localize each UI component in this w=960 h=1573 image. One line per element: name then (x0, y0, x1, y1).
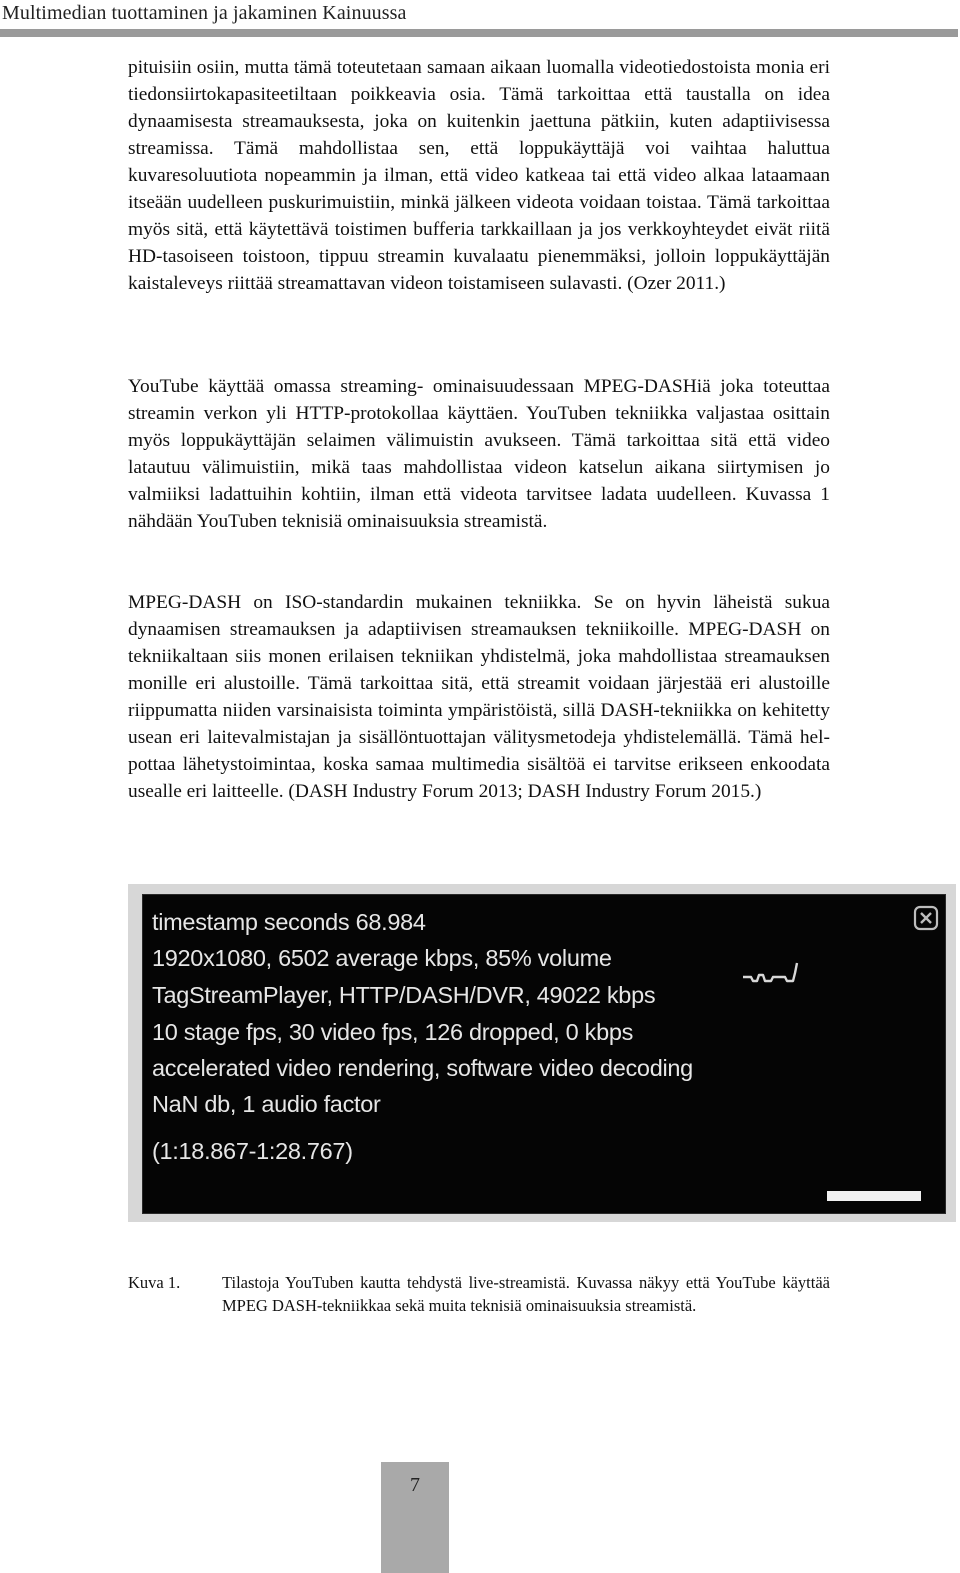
figure-screenshot (128, 884, 956, 1222)
paragraph-text: pituisiin osiin, mutta tämä toteutetaan samaan aikaan luomalla videotiedostoista monia eri tiedonsiirtokapasiteetiltaan poikkeavia osia. Tämä tarkoittaa että taustalla on idea dynaamisesta streamauksesta, joka on kuitenkin jaettuna pätkiin, kuten adaptiivisessa streamissa. Tämä mahdollistaa sen, että loppukäyttäjä voi vaihtaa haluttua kuvaresoluutiota nopeammin ja ilman, että video katkeaa tai että video alkaa lataamaan itseään uudelleen puskurimuistiin, minkä jälkeen videota voidaan toistaa. Tämä tarkoittaa myös sitä, että käytettävä toistimen bufferia tarkkaillaan ja jos verkkoyhteydet eivät riitä HD-tasoiseen toistoon, tippuu streamin kuvalaatu pienemmäksi, jolloin loppukäyttäjän kaistaleveys riittää streamattavan videon toistamiseen sulavasti. (Ozer 2011.) (128, 57, 830, 294)
stats-line-rendering: accelerated video rendering, software video decoding (152, 1055, 693, 1081)
stats-for-nerds-panel (142, 894, 946, 1214)
paragraph-text: MPEG-DASH on ISO-standardin mukainen tekniikka. Se on hyvin läheistä sukua dynaamisen streamauksen ja adaptiivisen streamauksen tekniikoille. MPEG-DASH on tekniikaltaan siis monen erilaisen tekniikan yhdistelmä, joka mahdollistaa streamauksen monille eri alustoille. Tämä tarkoittaa sitä, että streamit voidaan järjestää eri alustoille riippumatta niiden varsinaisista toiminta ympäristöistä, sillä DASH-tekniikka on kehitetty usean eri laitevalmistajan ja sisällöntuottajan välitysmetodeja yhdistelemällä. Tämä helpottaa lähetystoimintaa, koska samaa multimedia sisältöä ei tarvitse erikseen enkoodata usealle eri laitteelle. (DASH Industry Forum 2013; DASH Industry Forum 2015.) (128, 592, 830, 802)
stats-line-player: TagStreamPlayer, HTTP/DASH/DVR, 49022 kbps (152, 982, 656, 1008)
stats-line-fps: 10 stage fps, 30 video fps, 126 dropped, 0 kbps (152, 1019, 634, 1045)
stats-line-range: (1:18.867-1:28.767) (152, 1138, 353, 1164)
paragraph-1 (128, 54, 830, 297)
buffer-progress-fill (827, 1191, 921, 1201)
stats-line-audio: NaN db, 1 audio factor (152, 1091, 381, 1117)
page-number: 7 (410, 1474, 420, 1496)
figure-caption-label: Kuva 1. (128, 1273, 181, 1292)
header-title: Multimedian tuottaminen ja jakaminen Kainuussa (2, 2, 407, 24)
page-number-box (381, 1462, 449, 1573)
close-icon[interactable] (913, 905, 939, 931)
header-rule (0, 29, 958, 37)
stats-line-resolution: 1920x1080, 6502 average kbps, 85% volume (152, 945, 612, 971)
paragraph-text: YouTube käyttää omassa streaming- ominaisuudessaan MPEG-DASHiä joka toteuttaa streamin verkon yli HTTP-protokollaa käyttäen. YouTuben tekniikka valjastaa osittain myös loppukäyttäjän selaimen välimuistin avukseen. Tämä tarkoittaa sitä että video latautuu välimuistiin, mikä taas mahdollistaa videon katselun aikana siirtymisen jo valmiiksi ladattuihin kohtiin, ilman että videota tarvitsee ladata uudelleen. Kuvassa 1 nähdään YouTuben teknisiä ominaisuuksia streamistä. (128, 376, 830, 532)
paragraph-3 (128, 589, 830, 805)
paragraph-2 (128, 373, 830, 535)
figure-caption-text: Tilastoja YouTuben kautta tehdystä live-streamistä. Kuvassa näkyy että YouTube käyttää MPEG DASH-tekniikkaa sekä muita teknisiä ominaisuuksia streamistä. (222, 1273, 830, 1315)
bandwidth-graph-icon (741, 959, 803, 987)
buffer-progress-bar (153, 1191, 933, 1201)
stats-line-timestamp: timestamp seconds 68.984 (152, 909, 426, 935)
